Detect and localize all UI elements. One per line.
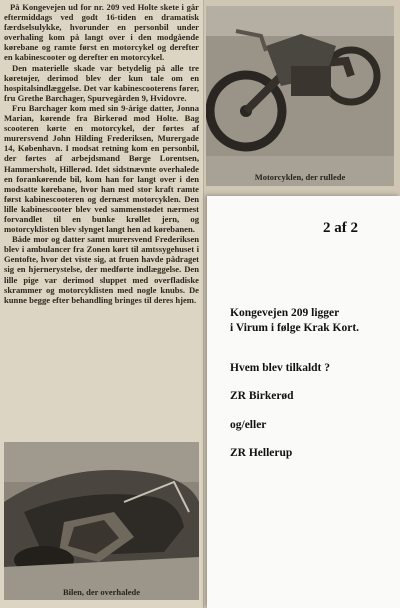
motorcycle-image (206, 6, 394, 186)
connector-text: og/eller (230, 419, 267, 431)
question-text: Hvem blev tilkaldt ? (230, 362, 330, 374)
location-note-line-2: i Virum i følge Krak Kort. (230, 322, 360, 334)
car-photo (4, 442, 199, 600)
page-number-label: 2 af 2 (323, 220, 358, 236)
note-card (207, 196, 400, 608)
article-paragraph-4: Både mor og datter samt murersvend Frederiksen blev i ambulancer fra Zonen kørt til amtssygehuset i Gentofte, hvor det viste sig, at fruen havde pådraget sig en hjernerystelse, der medførte indlæggelse. Den lille pige var derimod sluppet med overfladiske skrammer og motorcyklisten med nogle knubs. De kunne begge efter behandling bringes til deres hjem. (4, 234, 199, 305)
location-note-line-1: Kongevejen 209 ligger (230, 307, 340, 319)
article-paragraph-1: På Kongevejen ud for nr. 209 ved Holte skete i går eftermiddags ved godt 16-tiden en dramatisk færdselsulykke, hvorunder en personbil under overhaling kom på langt over i den modgående kørebane og ramte først en motorcykel og derefter en kabinescooter og derefter en motorcykel. (4, 2, 199, 63)
article-paragraph-3: Fru Barchager kom med sin 9-årige datter, Jonna Marian, kørende fra Birkerød mod Holte. Bag scooteren kørte en motorcykel, der førtes af murersvend John Hilding Frederiksen, Murergade 14, København. I modsat retning kom en personbil, der førtes af arbejdsmand Børge Lorentsen, Hammersholt, Hillerød. Idet sidstnævnte overhalede en forankørende bil, kom han for langt over i den modsatte kørebane, hvor han med stor kraft ramte først kabinescooteren og dernæst motorcyklen. Den lille kabinescooter blev ved sammenstødet nærmest forvandlet til en bunke krøllet jern, og motorcyklisten blev slynget langt hen ad kørebanen. (4, 102, 199, 235)
motorcycle-caption: Motorcyklen, der rullede (254, 172, 346, 182)
car-caption: Bilen, der overhalede (62, 587, 141, 597)
answer-birkerod: ZR Birkerød (230, 390, 294, 402)
motorcycle-photo (206, 6, 394, 186)
answer-hellerup: ZR Hellerup (230, 447, 293, 459)
article-body (4, 2, 199, 305)
article-paragraph-2: Den materielle skade var betydelig på alle tre køretøjer, derimod blev der kun tale om en hospitalsindlæggelse. Det var kabinescooterens fører, fru Grethe Barchager, Spurvegården 9, Hvidovre. (4, 62, 199, 103)
car-wreck-image (4, 442, 199, 600)
